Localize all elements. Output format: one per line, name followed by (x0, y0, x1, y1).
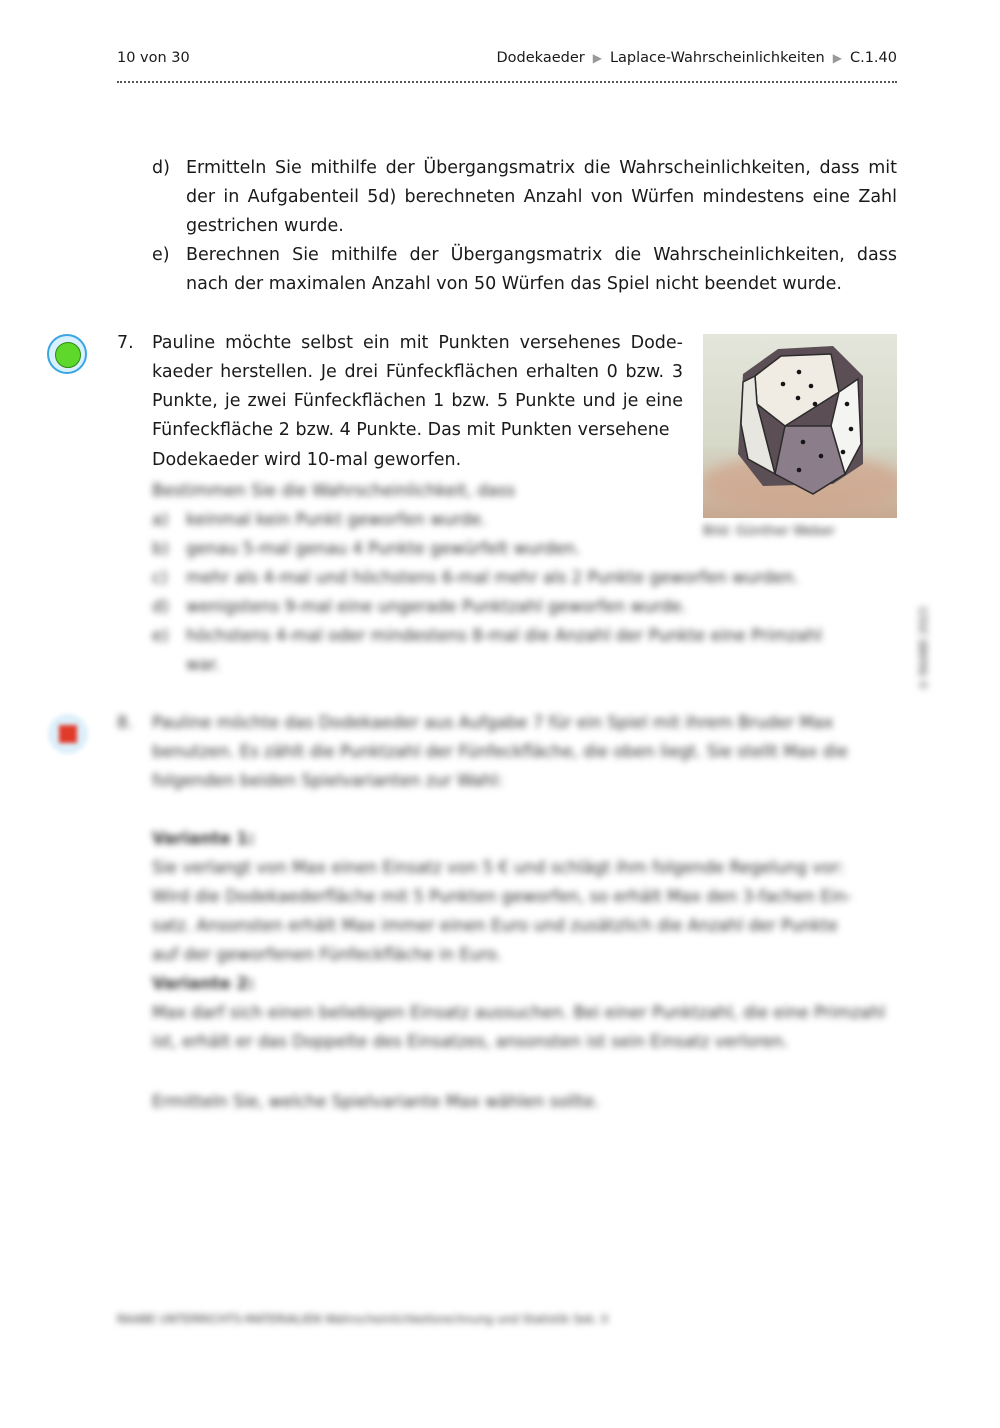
breadcrumb-item: Dodekaeder (496, 50, 585, 66)
difficulty-hard-icon (48, 714, 88, 754)
task-8-number: 8. (117, 713, 133, 732)
dodecahedron-photo (703, 334, 897, 518)
blurred-label: a) (152, 510, 169, 529)
blurred-label: d) (152, 597, 169, 616)
blurred-line: Wird die Dodekaederfläche mit 5 Punkten geworfen, so erhält Max den 3-fachen Ein- (152, 887, 852, 906)
blurred-line: wenigstens 9-mal eine ungerade Punktzahl geworfen wurde. (186, 597, 687, 616)
item-text: Ermitteln Sie mithilfe der Übergangsmatrix die Wahrscheinlichkeiten, dass mit der in Aufgabenteil 5d) berechneten Anzahl von Würfen mindestens eine Zahl gestrichen wurde. (186, 158, 897, 236)
breadcrumb-item: C.1.40 (849, 50, 897, 66)
blurred-line: benutzen. Es zählt die Punktzahl der Fünfeckfläche, die oben liegt. Sie stellt Max die (152, 742, 848, 761)
item-label: d) (152, 158, 170, 178)
page-header (117, 50, 897, 72)
blurred-line: keinmal kein Punkt geworfen wurde. (186, 510, 487, 529)
blurred-line: Max darf sich einen beliebigen Einsatz aussuchen. Bei einer Punktzahl, die eine Primzahl (152, 1003, 886, 1022)
blurred-line: mehr als 4-mal und höchstens 6-mal mehr als 2 Punkte geworfen wurden. (186, 568, 799, 587)
blurred-label: c) (152, 568, 168, 587)
blurred-line: ist, erhält er das Doppelte des Einsatzes, ansonsten ist sein Einsatz verloren. (152, 1032, 789, 1051)
blurred-line: Sie verlangt von Max einen Einsatz von 5 € und schlägt ihm folgende Regelung vor: (152, 858, 845, 877)
blurred-line: Ermitteln Sie, welche Spielvariante Max wählen sollte. (152, 1092, 600, 1111)
item-text: Berechnen Sie mithilfe der Übergangsmatrix die Wahrscheinlichkeiten, dass nach der maximalen Anzahl von 50 Würfen das Spiel nicht beendet wurde. (186, 245, 897, 294)
item-label: e) (152, 245, 170, 265)
copyright-note: © RAABE 2023 (917, 606, 930, 690)
task-7-number: 7. (117, 333, 134, 353)
blurred-label: e) (152, 626, 169, 645)
blurred-heading: Variante 2: (152, 974, 255, 993)
header-divider (117, 81, 897, 83)
blurred-line: Bestimmen Sie die Wahrscheinlichkeit, dass (152, 481, 516, 500)
blurred-line: genau 5-mal genau 4 Punkte gewürfelt wurden. (186, 539, 581, 558)
task-6e (152, 241, 897, 301)
triangle-right-icon: ▶ (592, 51, 602, 65)
blurred-line: Pauline möchte das Dodekaeder aus Aufgabe 7 für ein Spiel mit ihrem Bruder Max (152, 713, 834, 732)
blurred-line: satz. Ansonsten erhält Max immer einen Euro und zusätzlich die Anzahl der Punkte (152, 916, 838, 935)
blurred-line: auf der geworfenen Fünfeckfläche in Euro. (152, 945, 502, 964)
photo-caption: Bild: Günther Weber (703, 524, 835, 539)
difficulty-easy-icon (47, 334, 87, 374)
page-footer: RAABE UNTERRICHTS-MATERIALIEN Wahrscheinlichkeitsrechnung und Statistik Sek. II (117, 1312, 609, 1326)
task-6d (152, 154, 897, 244)
blurred-line: war. (186, 655, 221, 674)
breadcrumb-item: Laplace-Wahrscheinlichkeiten (609, 50, 825, 66)
task-7-text-last-line: Dodekaeder wird 10-mal geworfen. (152, 450, 462, 470)
breadcrumb (497, 50, 897, 66)
task-7-text: Pauline möchte selbst ein mit Punkten versehenes Dodekaeder herstellen. Je drei Fünfeckflächen erhalten 0 bzw. 3 Punkte, je zwei Fünfeckflächen 1 bzw. 5 Punkte und je eine Fünfeckfläche 2 bzw. 4 Punkte. Das mit Punkten versehene (152, 333, 683, 440)
blurred-line: folgenden beiden Spielvarianten zur Wahl: (152, 771, 503, 790)
triangle-right-icon: ▶ (832, 51, 842, 65)
blurred-label: b) (152, 539, 169, 558)
blurred-heading: Variante 1: (152, 829, 255, 848)
blurred-line: höchstens 4-mal oder mindestens 8-mal die Anzahl der Punkte eine Primzahl (186, 626, 822, 645)
page-number: 10 von 30 (117, 50, 190, 66)
